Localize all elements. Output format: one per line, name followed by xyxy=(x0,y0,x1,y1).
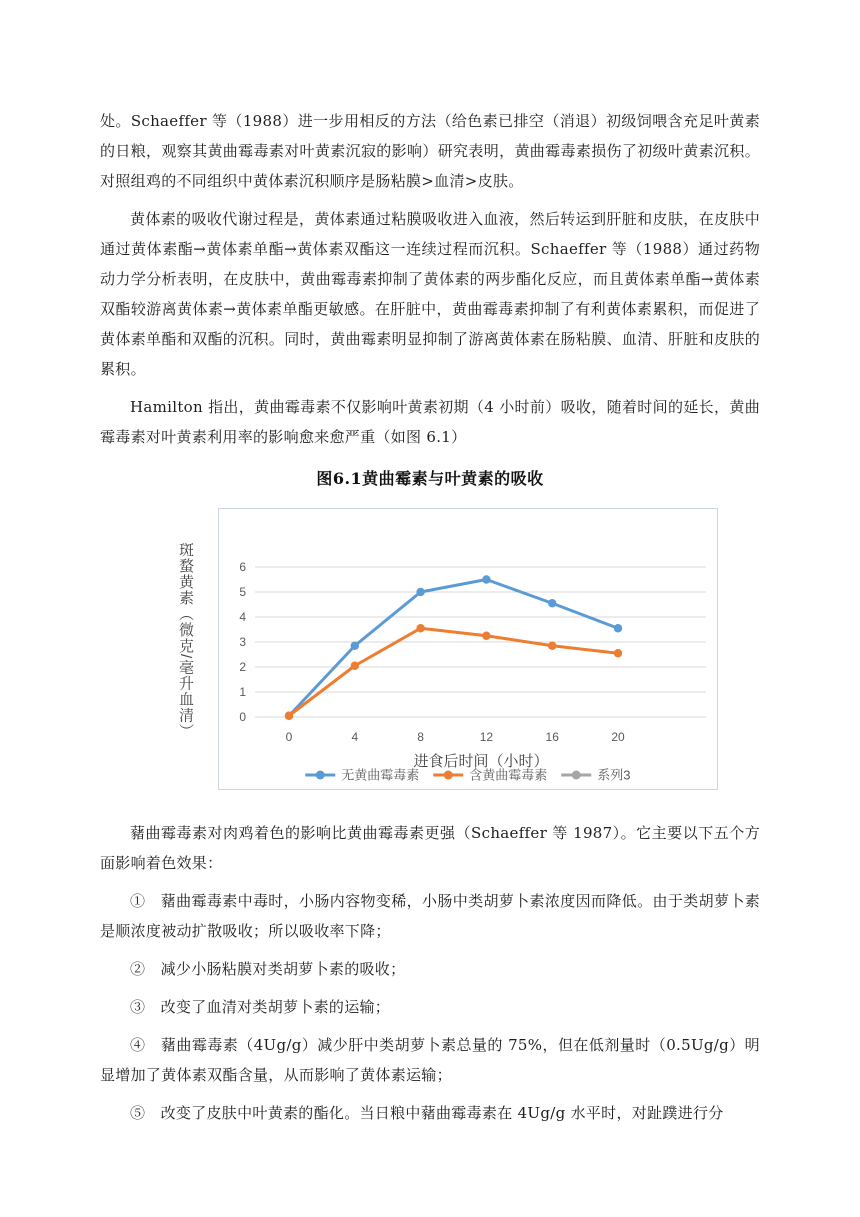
document-content xyxy=(100,106,760,1136)
paragraph: ② 减少小肠粘膜对类胡萝卜素的吸收； xyxy=(130,960,406,978)
data-point-marker xyxy=(548,599,556,607)
data-point-marker xyxy=(614,624,622,632)
text-block-top xyxy=(100,106,760,452)
y-tick-label: 3 xyxy=(239,635,246,649)
line-chart-frame xyxy=(218,508,718,790)
paragraph: Hamilton 指出，黄曲霉毒素不仅影响叶黄素初期（4 小时前）吸收，随着时间的延长，黄曲霉毒素对叶黄素利用率的影响愈来愈严重（如图 6.1） xyxy=(100,398,760,446)
data-point-marker xyxy=(351,642,359,650)
paragraph: 处。Schaeffer 等（1988）进一步用相反的方法（给色素已排空（消退）初级饲喂含充足叶黄素的日粮，观察其黄曲霉毒素对叶黄素沉寂的影响）研究表明，黄曲霉毒素损伤了初级叶黄素沉积。对照组鸡的不同组织中黄体素沉积顺序是肠粘膜>血清>皮肤。 xyxy=(100,112,760,190)
x-tick-label: 4 xyxy=(351,730,359,744)
paragraph: 藸曲霉毒素对肉鸡着色的影响比黄曲霉毒素更强（Schaeffer 等 1987）。它主要以下五个方面影响着色效果： xyxy=(100,824,760,872)
legend-marker xyxy=(316,771,325,780)
data-point-marker xyxy=(482,632,490,640)
data-point-marker xyxy=(614,649,622,657)
y-tick-label: 2 xyxy=(239,660,246,674)
y-tick-label: 1 xyxy=(239,685,246,699)
y-tick-label: 5 xyxy=(239,585,246,599)
paragraph: ① 藸曲霉毒素中毒时，小肠内容物变稀，小肠中类胡萝卜素浓度因而降低。由于类胡萝卜素是顺浓度被动扩散吸收；所以吸收率下降； xyxy=(100,892,760,940)
data-point-marker xyxy=(351,662,359,670)
figure-caption: 图6.1黄曲霉素与叶黄素的吸收 xyxy=(316,469,544,488)
legend-marker xyxy=(444,771,453,780)
data-point-marker xyxy=(285,712,293,720)
paragraph: ③ 改变了血清对类胡萝卜素的运输； xyxy=(130,998,391,1016)
x-tick-label: 12 xyxy=(479,730,494,744)
figure-6-1 xyxy=(100,508,760,790)
data-point-marker xyxy=(416,624,424,632)
x-tick-label: 0 xyxy=(285,730,293,744)
series-line xyxy=(289,628,618,716)
y-tick-label: 0 xyxy=(239,710,246,724)
legend-label: 系列3 xyxy=(597,767,631,783)
x-tick-label: 20 xyxy=(611,730,625,744)
x-axis-title: 进食后时间（小时） xyxy=(413,753,549,770)
paragraph: ④ 藸曲霉毒素（4Ug/g）减少肝中类胡萝卜素总量的 75%，但在低剂量时（0.5Ug/g）明显增加了黄体素双酯含量，从而影响了黄体素运输； xyxy=(100,1036,760,1084)
x-tick-label: 16 xyxy=(545,730,559,744)
legend-label: 含黄曲霉毒素 xyxy=(469,767,548,783)
paragraph: 黄体素的吸收代谢过程是，黄体素通过粘膜吸收进入血液，然后转运到肝脏和皮肤，在皮肤中通过黄体素酯→黄体素单酯→黄体素双酯这一连续过程而沉积。Schaeffer 等（1988）通过药物动力学分析表明，在皮肤中，黄曲霉毒素抑制了黄体素的两步酯化反应，而且黄体素单酯→黄体素双酯较游离黄体素→黄体素单酯更敏感。在肝脏中，黄曲霉毒素抑制了有利黄体素累积，而促进了黄体素单酯和双酯的沉积。同时，黄曲霉素明显抑制了游离黄体素在肠粘膜、血清、肝脏和皮肤的累积。 xyxy=(100,210,760,378)
legend-label: 无黄曲霉毒素 xyxy=(341,767,420,783)
chart-y-axis-title: 斑蝥黄素（微克/毫升血清） xyxy=(177,542,194,740)
y-tick-label: 4 xyxy=(239,610,246,624)
y-tick-label: 6 xyxy=(239,560,246,574)
data-point-marker xyxy=(548,642,556,650)
line-chart xyxy=(219,509,717,789)
data-point-marker xyxy=(482,575,490,583)
text-block-bottom xyxy=(100,818,760,1128)
legend-marker xyxy=(572,771,581,780)
paragraph: ⑤ 改变了皮肤中叶黄素的酯化。当日粮中藸曲霉毒素在 4Ug/g 水平时，对趾蹼进行分 xyxy=(130,1104,724,1122)
data-point-marker xyxy=(416,588,424,596)
x-tick-label: 8 xyxy=(417,730,424,744)
